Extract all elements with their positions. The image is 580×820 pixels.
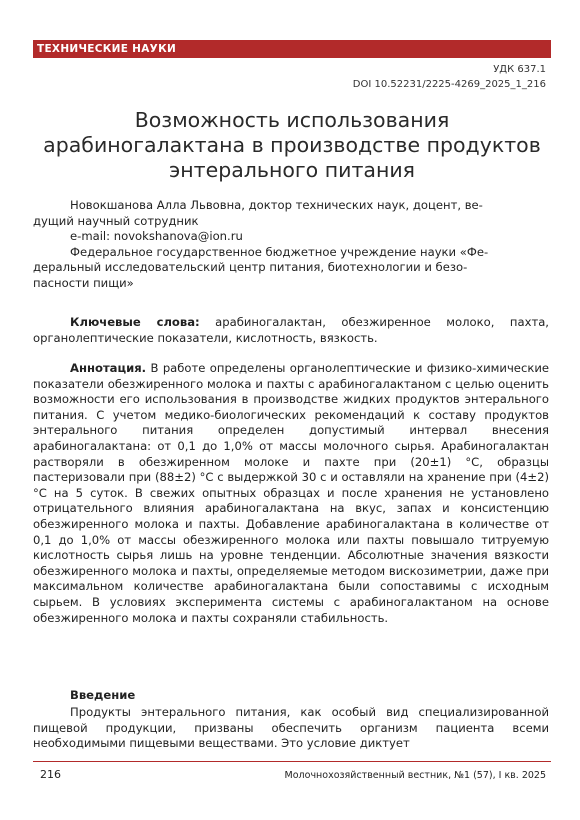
abstract-text: В работе определены органолептические и физико-химические показатели обезжиренного молока и пахты с арабиногалактаном с целью оценить возможности его использования в производстве жидких продуктов энтерального питания. С учетом медико-биологических рекомендаций к составу продуктов энтерального питания определен допустимый интервал внесения арабиногалактана: от 0,1 до 1,0% от массы молочного сырья. Арабиногалактан растворяли в обезжиренном молоке и пахте при (20±1) °С, образцы пастеризовали при (88±2) °С с выдержкой 30 с и оставляли на хранение при (4±2) °С на 5 суток. В свежих опытных образцах и после хранения не установлено отрицательного влияния арабиногалактана на вкус, запах и консистенцию обезжиренного молока и пахты. Добавление арабиногалактана в количестве от 0,1 до 1,0% от массы обезжиренного молока или пахты повышало титруемую кислотность сырья лишь на уровне тенденции. Абсолютные значения вязкости обезжиренного молока и пахты, определяемые методом вискозиметрии, даже при максимальном количестве арабиногалактана были сопоставимы с исходным сырьем. В условиях эксперимента системы с арабиногалактаном на основе обезжиренного молока и пахты сохраняли стабильность.	[33, 361, 549, 625]
author-email[interactable]: e-mail: novokshanova@ion.ru	[70, 229, 243, 244]
affiliation-line-2: деральный исследовательский центр питания, биотехнологии и безо-	[33, 260, 468, 275]
abstract-label: Аннотация.	[70, 361, 147, 375]
title-line-3: энтерального питания	[168, 158, 416, 182]
intro-text: Продукты энтерального питания, как особый вид специализированной пищевой продукции, призваны обеспечить организм пациента всеми необходимыми пищевыми веществами. Это условие диктует	[33, 705, 549, 751]
author-info	[33, 198, 549, 292]
title-line-2: арабиногалактана в производстве продуктов	[43, 133, 541, 157]
section-label: ТЕХНИЧЕСКИЕ НАУКИ	[37, 43, 177, 55]
affiliation-line-1: Федеральное государственное бюджетное учреждение науки «Фе-	[70, 244, 489, 259]
journal-name: Молочнохозяйственный вестник, №1 (57), I кв. 2025	[284, 770, 546, 781]
article-meta	[353, 62, 546, 92]
keywords-text: арабиногалактан, обезжиренное молоко, пахта, органолептические показатели, кислотность, вязкость.	[33, 315, 549, 345]
page-number: 216	[40, 768, 61, 781]
intro-heading: Введение	[70, 688, 136, 702]
section-header	[33, 40, 551, 58]
keywords-label: Ключевые слова:	[70, 315, 200, 329]
article-title	[33, 108, 551, 183]
keywords	[33, 315, 549, 346]
footer-divider	[33, 761, 551, 762]
abstract	[33, 361, 549, 626]
udk-code: УДК 637.1	[493, 64, 546, 75]
title-line-1: Возможность использования	[134, 108, 450, 132]
doi-link[interactable]: DOI 10.52231/2225-4269_2025_1_216	[352, 79, 546, 90]
author-line-2: дущий научный сотрудник	[33, 213, 199, 228]
author-line-1: Новокшанова Алла Львовна, доктор технических наук, доцент, ве-	[70, 198, 483, 212]
affiliation-line-3: пасности пищи»	[33, 275, 134, 290]
